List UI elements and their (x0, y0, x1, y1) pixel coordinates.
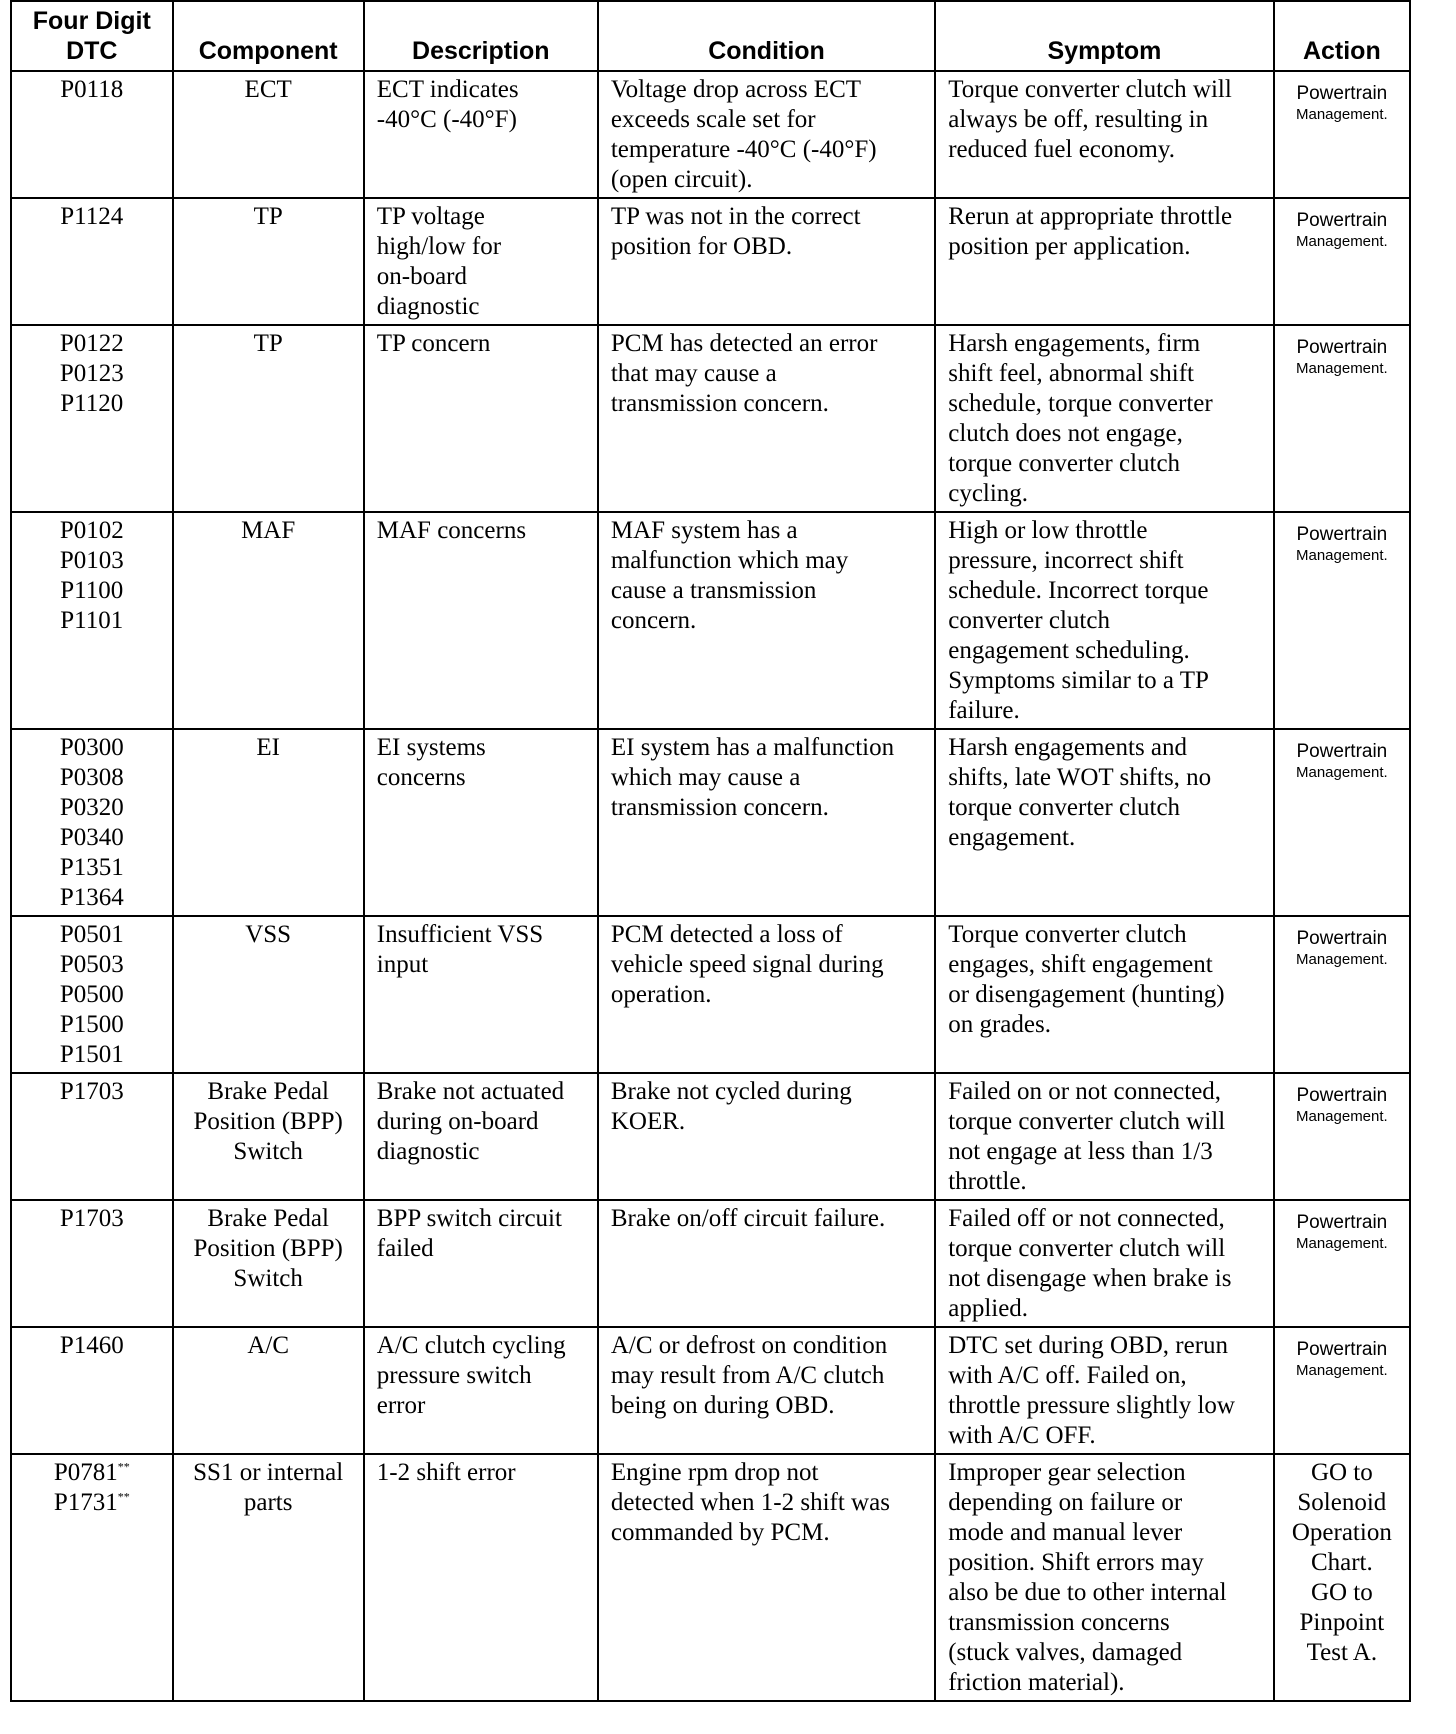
cell-condition-line: vehicle speed signal during (610, 951, 884, 978)
cell-description (364, 916, 598, 1073)
cell-description-line: MAF concerns (376, 517, 527, 544)
table-row (11, 1073, 1410, 1200)
cell-condition-line: may result from A/C clutch (610, 1362, 885, 1389)
header-symptom: Symptom (935, 1, 1273, 71)
cell-description (364, 512, 598, 729)
table-row (11, 1200, 1410, 1327)
action-line: Management. (1295, 233, 1388, 250)
table-row (11, 325, 1410, 512)
cell-component (173, 512, 364, 729)
cell-symptom-line: on grades. (948, 1011, 1051, 1038)
cell-symptom-line: Harsh engagements and (948, 734, 1188, 761)
cell-condition (598, 1200, 935, 1327)
cell-dtc-line: P1120 (60, 390, 124, 417)
header-action: Action (1274, 1, 1410, 71)
cell-symptom-line: not disengage when brake is (948, 1265, 1232, 1292)
cell-symptom (935, 916, 1273, 1073)
action-line: Management. (1295, 547, 1388, 564)
cell-condition-line: exceeds scale set for (610, 106, 816, 133)
cell-description-line: A/C clutch cycling (376, 1332, 566, 1359)
cell-symptom-line: Torque converter clutch (948, 921, 1187, 948)
cell-symptom-line: applied. (948, 1295, 1029, 1322)
table-row (11, 1454, 1410, 1701)
cell-condition (598, 916, 935, 1073)
cell-description-line: TP concern (376, 330, 491, 357)
cell-symptom-line: torque converter clutch (948, 794, 1181, 821)
action-line: Powertrain (1296, 928, 1388, 949)
cell-condition (598, 198, 935, 325)
cell-condition-line: Voltage drop across ECT (610, 76, 862, 103)
cell-component (173, 1454, 364, 1701)
cell-action-line: GO to (1310, 1459, 1373, 1486)
cell-symptom-line: Symptoms similar to a TP (948, 667, 1209, 694)
cell-dtc-line: P0102 (59, 517, 124, 544)
cell-symptom-line: reduced fuel economy. (948, 136, 1175, 163)
cell-dtc (11, 916, 173, 1073)
cell-component (173, 1073, 364, 1200)
header-row (11, 1, 1410, 71)
cell-symptom-line: Improper gear selection (948, 1459, 1186, 1486)
cell-condition-line: KOER. (610, 1108, 686, 1135)
cell-action (1274, 729, 1410, 916)
cell-component-line: ECT (244, 76, 292, 103)
action-line: Powertrain (1296, 83, 1388, 104)
cell-symptom-line: position. Shift errors may (948, 1549, 1204, 1576)
cell-dtc-line: P1351 (59, 854, 124, 881)
cell-description-line: concerns (376, 764, 466, 791)
cell-symptom-line: also be due to other internal (948, 1579, 1227, 1606)
cell-condition-line: malfunction which may (610, 547, 849, 574)
cell-dtc-line: P1460 (59, 1332, 124, 1359)
cell-symptom-line: depending on failure or (948, 1489, 1183, 1516)
cell-symptom-line: schedule. Incorrect torque (948, 577, 1209, 604)
cell-symptom (935, 512, 1273, 729)
cell-dtc-line: P1101 (60, 607, 124, 634)
action-line: Management. (1295, 1362, 1388, 1379)
cell-description (364, 1073, 598, 1200)
cell-action (1274, 198, 1410, 325)
cell-symptom-line: Failed off or not connected, (948, 1205, 1225, 1232)
cell-symptom-line: friction material). (948, 1669, 1125, 1696)
table-row (11, 71, 1410, 198)
cell-symptom-line: schedule, torque converter (948, 390, 1213, 417)
cell-component-line: TP (253, 330, 283, 357)
cell-component-line: MAF (241, 517, 296, 544)
cell-dtc-line: P1364 (59, 884, 124, 911)
cell-dtc (11, 325, 173, 512)
cell-dtc-line: P1500 (59, 1011, 124, 1038)
cell-symptom-line: pressure, incorrect shift (948, 547, 1184, 574)
cell-symptom-line: Rerun at appropriate throttle (948, 203, 1233, 230)
cell-description-line: Insufficient VSS (376, 921, 544, 948)
cell-condition (598, 1073, 935, 1200)
cell-component (173, 71, 364, 198)
table-row (11, 198, 1410, 325)
cell-condition-line: A/C or defrost on condition (610, 1332, 888, 1359)
cell-description (364, 729, 598, 916)
cell-symptom-line: mode and manual lever (948, 1519, 1183, 1546)
cell-description (364, 198, 598, 325)
cell-component-line: Brake Pedal (207, 1205, 329, 1232)
cell-symptom-line: cycling. (948, 480, 1029, 507)
table-body (11, 71, 1410, 1701)
cell-description-line: pressure switch (376, 1362, 532, 1389)
cell-symptom (935, 325, 1273, 512)
cell-symptom-line: converter clutch (948, 607, 1110, 634)
cell-component-line: parts (243, 1489, 293, 1516)
cell-dtc-line: P0781** (53, 1459, 130, 1486)
cell-symptom-line: torque converter clutch (948, 450, 1181, 477)
cell-dtc-line: P0320 (59, 794, 124, 821)
cell-condition-line: cause a transmission (610, 577, 817, 604)
cell-symptom-line: clutch does not engage, (948, 420, 1183, 447)
cell-condition-line: Brake not cycled during (610, 1078, 852, 1105)
cell-component-line: VSS (245, 921, 292, 948)
cell-symptom-line: throttle pressure slightly low (948, 1392, 1235, 1419)
cell-action (1274, 512, 1410, 729)
cell-action (1274, 71, 1410, 198)
cell-dtc-line: P0122 (59, 330, 124, 357)
cell-dtc-line: P1501 (59, 1041, 124, 1068)
cell-symptom-line: transmission concerns (948, 1609, 1170, 1636)
action-line: Management. (1295, 106, 1388, 123)
cell-dtc (11, 1073, 173, 1200)
cell-dtc (11, 729, 173, 916)
cell-dtc-line: P0340 (59, 824, 124, 851)
cell-action-line: GO to (1310, 1579, 1373, 1606)
cell-condition-line: TP was not in the correct (610, 203, 861, 230)
cell-symptom-line: Harsh engagements, firm (948, 330, 1201, 357)
cell-dtc-line: P0118 (60, 76, 124, 103)
cell-description (364, 325, 598, 512)
cell-symptom-line: shift feel, abnormal shift (948, 360, 1194, 387)
cell-symptom (935, 1200, 1273, 1327)
table-row (11, 1327, 1410, 1454)
cell-symptom-line: engagement. (948, 824, 1076, 851)
cell-component-line: Switch (233, 1265, 303, 1292)
cell-dtc-line: P0123 (59, 360, 124, 387)
cell-dtc-line: P0308 (59, 764, 124, 791)
cell-dtc-line: P0103 (59, 547, 124, 574)
cell-action (1274, 1454, 1410, 1701)
cell-component (173, 325, 364, 512)
table-row (11, 512, 1410, 729)
cell-condition-line: PCM has detected an error (610, 330, 878, 357)
cell-symptom-line: always be off, resulting in (948, 106, 1209, 133)
cell-dtc-line: P1100 (60, 577, 124, 604)
cell-condition-line: PCM detected a loss of (610, 921, 843, 948)
footnote-mark: ** (117, 1489, 130, 1504)
action-line: Powertrain (1296, 741, 1388, 762)
cell-component (173, 916, 364, 1073)
cell-dtc-line: P1703 (59, 1078, 124, 1105)
cell-condition-line: that may cause a (610, 360, 777, 387)
cell-dtc-line: P1703 (59, 1205, 124, 1232)
cell-symptom-line: throttle. (948, 1168, 1027, 1195)
cell-description-line: on-board (376, 263, 468, 290)
cell-component (173, 729, 364, 916)
cell-component-line: Switch (233, 1138, 303, 1165)
cell-symptom-line: or disengagement (hunting) (948, 981, 1225, 1008)
cell-condition-line: detected when 1-2 shift was (610, 1489, 890, 1516)
cell-description (364, 71, 598, 198)
cell-description (364, 1327, 598, 1454)
header-dtc: Four Digit DTC (11, 1, 173, 71)
action-line: Management. (1295, 764, 1388, 781)
cell-symptom-line: Torque converter clutch will (948, 76, 1232, 103)
cell-condition (598, 729, 935, 916)
dtc-table (10, 0, 1411, 1702)
table-row (11, 729, 1410, 916)
cell-description-line: EI systems (376, 734, 486, 761)
cell-dtc (11, 1327, 173, 1454)
cell-description-line: BPP switch circuit (376, 1205, 562, 1232)
cell-condition-line: commanded by PCM. (610, 1519, 830, 1546)
cell-condition-line: transmission concern. (610, 794, 829, 821)
cell-dtc (11, 198, 173, 325)
cell-action (1274, 325, 1410, 512)
cell-action-line: Chart. (1310, 1549, 1373, 1576)
table-row (11, 916, 1410, 1073)
cell-symptom-line: shifts, late WOT shifts, no (948, 764, 1212, 791)
cell-description-line: TP voltage (376, 203, 485, 230)
cell-symptom-line: engages, shift engagement (948, 951, 1213, 978)
cell-description-line: Brake not actuated (376, 1078, 565, 1105)
cell-condition-line: transmission concern. (610, 390, 829, 417)
cell-condition-line: operation. (610, 981, 712, 1008)
cell-symptom-line: with A/C off. Failed on, (948, 1362, 1187, 1389)
action-line: Powertrain (1296, 210, 1388, 231)
cell-action (1274, 1327, 1410, 1454)
cell-description-line: diagnostic (376, 1138, 480, 1165)
cell-description-line: high/low for (376, 233, 502, 260)
cell-description (364, 1200, 598, 1327)
cell-component-line: SS1 or internal (193, 1459, 344, 1486)
cell-condition-line: Engine rpm drop not (610, 1459, 819, 1486)
cell-condition-line: position for OBD. (610, 233, 793, 260)
cell-condition (598, 325, 935, 512)
cell-component (173, 1200, 364, 1327)
cell-action-line: Operation (1291, 1519, 1392, 1546)
action-line: Management. (1295, 1235, 1388, 1252)
action-line: Powertrain (1296, 1339, 1388, 1360)
action-line: Powertrain (1296, 1085, 1388, 1106)
cell-condition-line: concern. (610, 607, 697, 634)
cell-symptom (935, 1454, 1273, 1701)
cell-condition-line: (open circuit). (610, 166, 753, 193)
cell-action (1274, 1200, 1410, 1327)
cell-condition-line: being on during OBD. (610, 1392, 835, 1419)
cell-symptom-line: position per application. (948, 233, 1191, 260)
cell-component (173, 1327, 364, 1454)
cell-dtc-line: P0503 (59, 951, 124, 978)
cell-condition-line: temperature -40°C (-40°F) (610, 136, 877, 163)
footnote-mark: ** (117, 1459, 130, 1474)
cell-symptom-line: failure. (948, 697, 1020, 724)
cell-description-line: input (376, 951, 429, 978)
cell-dtc-line: P0300 (59, 734, 124, 761)
dtc-table-page (10, 0, 1411, 1702)
action-line: Powertrain (1296, 524, 1388, 545)
cell-symptom-line: DTC set during OBD, rerun (948, 1332, 1229, 1359)
cell-description-line: diagnostic (376, 293, 480, 320)
cell-condition-line: EI system has a malfunction (610, 734, 895, 761)
cell-symptom-line: not engage at less than 1/3 (948, 1138, 1213, 1165)
cell-description-line: -40°C (-40°F) (376, 106, 517, 133)
cell-symptom-line: with A/C OFF. (948, 1422, 1096, 1449)
cell-dtc-line: P1731** (53, 1489, 130, 1516)
cell-symptom-line: Failed on or not connected, (948, 1078, 1222, 1105)
cell-symptom-line: (stuck valves, damaged (948, 1639, 1183, 1666)
cell-condition-line: which may cause a (610, 764, 801, 791)
cell-action-line: Solenoid (1297, 1489, 1387, 1516)
cell-description-line: error (376, 1392, 426, 1419)
header-condition: Condition (598, 1, 935, 71)
cell-symptom (935, 71, 1273, 198)
cell-action (1274, 916, 1410, 1073)
cell-description-line: ECT indicates (376, 76, 519, 103)
cell-component-line: Brake Pedal (207, 1078, 329, 1105)
cell-condition (598, 1454, 935, 1701)
cell-action (1274, 1073, 1410, 1200)
cell-action-line: Test A. (1306, 1639, 1378, 1666)
cell-symptom (935, 1327, 1273, 1454)
cell-dtc-line: P0500 (59, 981, 124, 1008)
cell-symptom-line: High or low throttle (948, 517, 1148, 544)
action-line: Management. (1295, 951, 1388, 968)
header-description: Description (364, 1, 598, 71)
cell-symptom-line: torque converter clutch will (948, 1108, 1226, 1135)
cell-dtc (11, 1454, 173, 1701)
cell-description-line: failed (376, 1235, 434, 1262)
cell-symptom-line: torque converter clutch will (948, 1235, 1226, 1262)
cell-component-line: TP (253, 203, 283, 230)
cell-dtc-line: P0501 (59, 921, 124, 948)
action-line: Powertrain (1296, 1212, 1388, 1233)
cell-dtc (11, 1200, 173, 1327)
cell-symptom (935, 729, 1273, 916)
cell-component (173, 198, 364, 325)
cell-component-line: A/C (247, 1332, 289, 1359)
cell-action-line: Pinpoint (1299, 1609, 1385, 1636)
action-line: Management. (1295, 360, 1388, 377)
cell-description (364, 1454, 598, 1701)
cell-description-line: 1-2 shift error (376, 1459, 516, 1486)
cell-condition-line: Brake on/off circuit failure. (610, 1205, 886, 1232)
cell-symptom-line: engagement scheduling. (948, 637, 1190, 664)
cell-component-line: Position (BPP) (193, 1235, 343, 1262)
cell-condition (598, 1327, 935, 1454)
cell-condition-line: MAF system has a (610, 517, 798, 544)
cell-dtc (11, 71, 173, 198)
cell-condition (598, 71, 935, 198)
cell-description-line: during on-board (376, 1108, 539, 1135)
cell-component-line: EI (256, 734, 280, 761)
cell-dtc-line: P1124 (60, 203, 124, 230)
action-line: Powertrain (1296, 337, 1388, 358)
action-line: Management. (1295, 1108, 1388, 1125)
cell-condition (598, 512, 935, 729)
cell-component-line: Position (BPP) (193, 1108, 343, 1135)
header-component: Component (173, 1, 364, 71)
cell-dtc (11, 512, 173, 729)
cell-symptom (935, 1073, 1273, 1200)
cell-symptom (935, 198, 1273, 325)
